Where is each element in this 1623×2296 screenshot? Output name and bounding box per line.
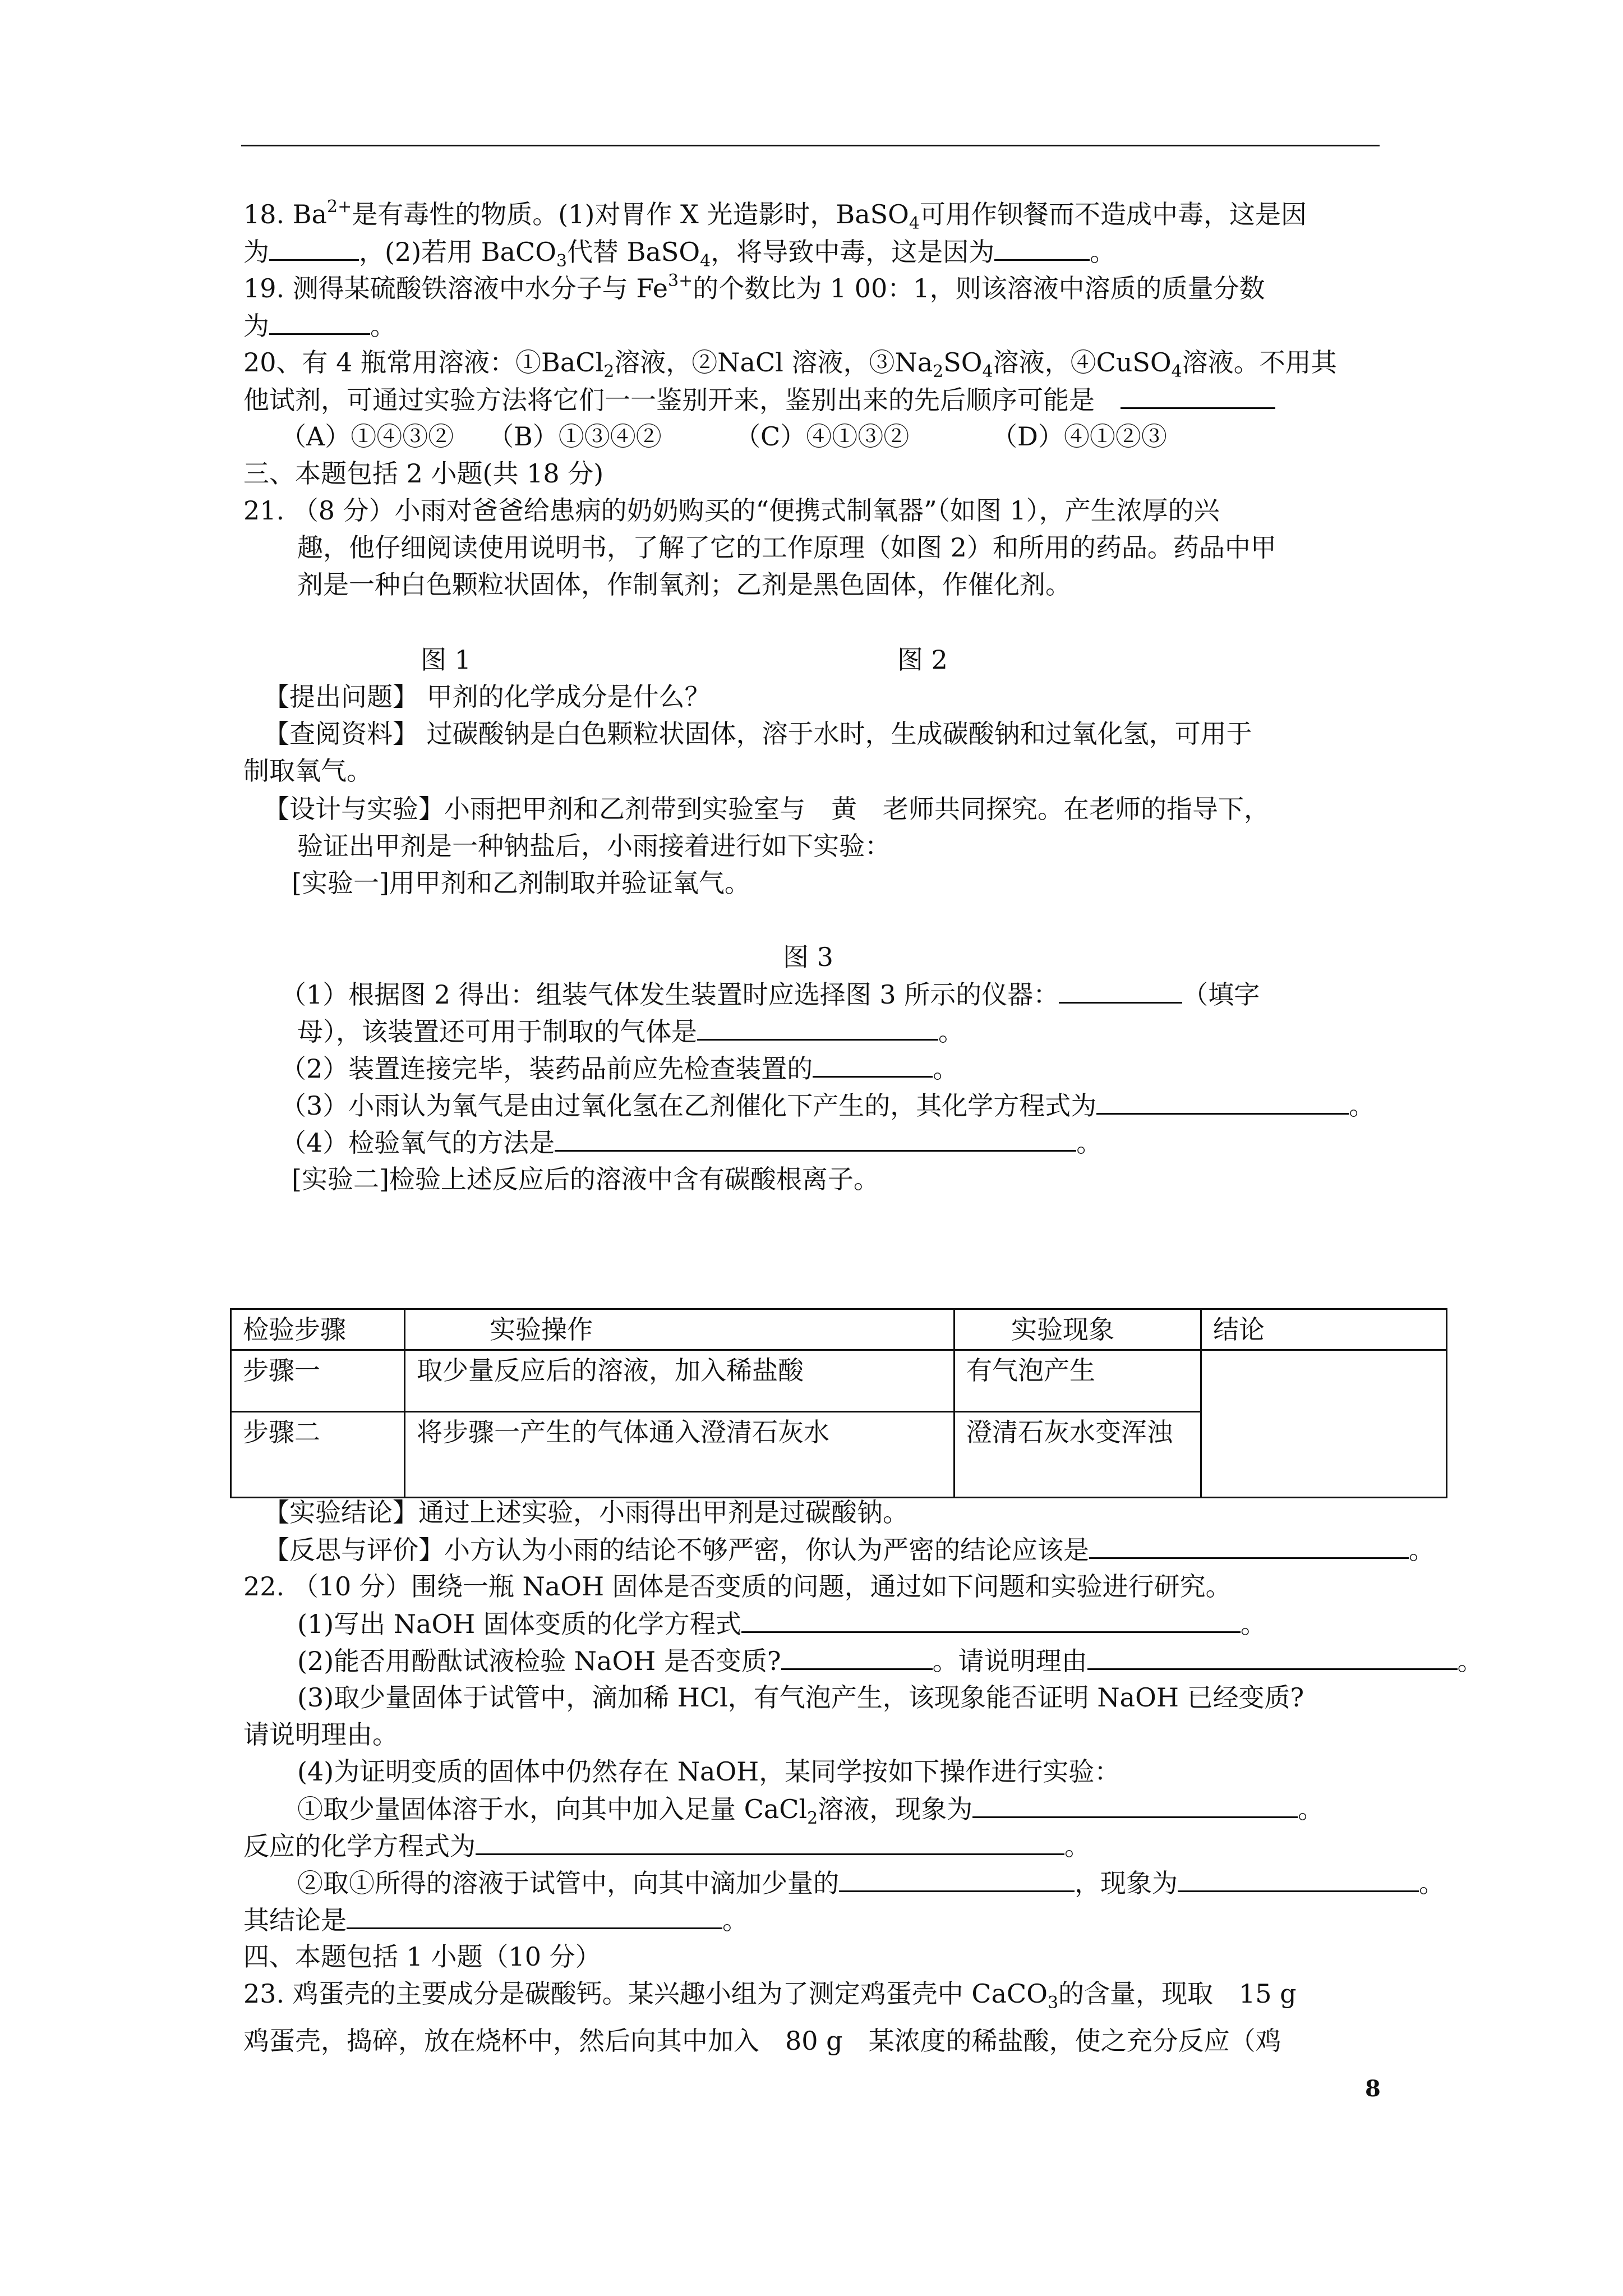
q19-line-1: 19. 测得某硫酸铁溶液中水分子与 $Fe^{3+}$的个数比为 1 00：1，则该溶液中溶质的质量分数 (243, 271, 1265, 303)
q20-option-a: （A）①④③② (280, 421, 454, 452)
q20-option-c: （C）④①③② (735, 421, 910, 452)
answer-blank[interactable] (972, 1792, 1298, 1818)
q21-part-4: （4）检验氧气的方法是 。 (280, 1125, 1102, 1159)
q22-part-3: (3)取少量固体于试管中，滴加稀 HCl，有气泡产生，该现象能否证明 NaOH 已经变质? (297, 1682, 1304, 1713)
q22-part-4: (4)为证明变质的固体中仍然存在 NaOH，某同学按如下操作进行实验： (297, 1756, 1121, 1787)
q21-part-3: （3）小雨认为氧气是由过氧化氢在乙剂催化下产生的，其化学方程式为 。 (280, 1088, 1375, 1122)
answer-blank[interactable] (476, 1829, 1064, 1855)
section-3-heading: 三、本题包括 2 小题(共 18 分) (243, 458, 604, 489)
q21-reference-2: 制取氧气。 (243, 756, 372, 786)
q21-design-2: 验证出甲剂是一种钠盐后，小雨接着进行如下实验： (297, 831, 891, 861)
table-row (231, 1350, 1447, 1412)
answer-blank[interactable] (1089, 1533, 1409, 1559)
table-cell: 步骤二 (231, 1412, 405, 1498)
answer-blank[interactable] (1178, 1866, 1419, 1892)
q22-part-2: (2)能否用酚酞试液检验 NaOH 是否变质? 。请说明理由 。 (297, 1644, 1483, 1678)
answer-blank[interactable] (269, 234, 359, 261)
q21-intro-1: 21. （8 分）小雨对爸爸给患病的奶奶购买的“便携式制氧器”（如图 1），产生浓厚的兴 (243, 495, 1220, 526)
answer-blank[interactable] (1121, 383, 1275, 409)
answer-blank[interactable] (555, 1125, 1076, 1152)
q18-line-1: 18. $Ba^{2+}$是有毒性的物质。(1)对胃作 X 光造影时，BaSO$_4$可用作钡餐而不造成中毒，这是因 (243, 197, 1307, 233)
answer-blank[interactable] (1096, 1088, 1349, 1115)
q21-experiment-2: [实验二]检验上述反应后的溶液中含有碳酸根离子。 (292, 1164, 879, 1194)
q21-reflection: 【反思与评价】小方认为小雨的结论不够严密，你认为严密的结论应该是 。 (264, 1533, 1435, 1567)
q18-line-2: 为 ，(2)若用 BaCO$_3$代替 BaSO$_4$，将导致中毒，这是因为 。 (243, 234, 1115, 269)
q22-part-6: ②取①所得的溶液于试管中，向其中滴加少量的 ，现象为 。 (297, 1866, 1445, 1900)
table-header-cell: 结论 (1201, 1309, 1447, 1350)
answer-blank[interactable] (741, 1607, 1241, 1633)
answer-blank[interactable] (1059, 977, 1182, 1004)
q20-option-d: （D）④①②③ (992, 421, 1167, 452)
figure-3-caption: 图 3 (783, 942, 833, 972)
q21-part-1-cont: 母），该装置还可用于制取的气体是 。 (297, 1014, 964, 1048)
q20-line-2: 他试剂，可通过实验方法将它们一一鉴别开来，鉴别出来的先后顺序可能是 (243, 383, 1275, 417)
answer-blank[interactable] (269, 309, 370, 335)
table-cell: 澄清石灰水变浑浊 (955, 1412, 1201, 1498)
q20-line-1: 20、有 4 瓶常用溶液：①BaCl$_2$溶液，②NaCl 溶液，$③Na_2SO_4$溶液，④CuSO$_4$溶液。不用其 (243, 347, 1337, 381)
q22-part-3-cont: 请说明理由。 (243, 1719, 398, 1750)
q22-part-1: (1)写出 NaOH 固体变质的化学方程式 。 (297, 1607, 1266, 1641)
q21-design-1: 【设计与实验】小雨把甲剂和乙剂带到实验室与 黄 老师共同探究。在老师的指导下， (264, 794, 1270, 824)
table-header-row (231, 1309, 1447, 1350)
answer-blank[interactable] (781, 1644, 933, 1670)
q21-conclusion: 【实验结论】通过上述实验，小雨得出甲剂是过碳酸钠。 (264, 1497, 909, 1527)
section-4-heading: 四、本题包括 1 小题（10 分） (243, 1941, 601, 1972)
answer-blank[interactable] (697, 1014, 938, 1041)
table-cell: 有气泡产生 (955, 1350, 1201, 1412)
page-number: 8 (1365, 2076, 1381, 2102)
q21-question: 【提出问题】 甲剂的化学成分是什么？ (264, 682, 711, 712)
q22-part-5-equation: 反应的化学方程式为 。 (243, 1829, 1090, 1863)
table-cell: 步骤一 (231, 1350, 405, 1412)
q21-part-2: （2）装置连接完毕，装药品前应先检查装置的 。 (280, 1051, 958, 1085)
q22-part-5: ①取少量固体溶于水，向其中加入足量 CaCl$_2$溶液，现象为 。 (297, 1792, 1324, 1826)
q21-part-1: （1）根据图 2 得出：组装气体发生装置时应选择图 3 所示的仪器： （填字 (280, 977, 1260, 1011)
conclusion-cell[interactable] (1201, 1350, 1447, 1498)
figure-1-caption: 图 1 (421, 645, 471, 675)
table-cell: 取少量反应后的溶液，加入稀盐酸 (405, 1350, 955, 1412)
q23-line-2: 鸡蛋壳，捣碎，放在烧杯中，然后向其中加入 80 g 某浓度的稀盐酸，使之充分反应（鸡 (243, 2026, 1281, 2056)
q22-part-6-conclusion: 其结论是 。 (243, 1903, 748, 1937)
answer-blank[interactable] (347, 1903, 722, 1929)
table-header-cell: 实验现象 (955, 1309, 1201, 1350)
header-rule (241, 145, 1380, 146)
q22-intro: 22. （10 分）围绕一瓶 NaOH 固体是否变质的问题，通过如下问题和实验进行研究。 (243, 1571, 1232, 1602)
experiment-table (230, 1308, 1447, 1498)
q23-line-1: 23. 鸡蛋壳的主要成分是碳酸钙。某兴趣小组为了测定鸡蛋壳中 CaCO$_3$的含量，现取 15 g (243, 1978, 1297, 2013)
q21-experiment-1: [实验一]用甲剂和乙剂制取并验证氧气。 (292, 868, 750, 898)
q21-reference-1: 【查阅资料】 过碳酸钠是白色颗粒状固体，溶于水时，生成碳酸钠和过氧化氢，可用于 (264, 719, 1252, 749)
answer-blank[interactable] (813, 1051, 933, 1078)
q19-line-2: 为 。 (243, 309, 396, 343)
table-header-cell: 实验操作 (405, 1309, 955, 1350)
q21-intro-2: 趣，他仔细阅读使用说明书，了解了它的工作原理（如图 2）和所用的药品。药品中甲 (297, 532, 1276, 563)
table-cell: 将步骤一产生的气体通入澄清石灰水 (405, 1412, 955, 1498)
q21-intro-3: 剂是一种白色颗粒状固体，作制氧剂；乙剂是黑色固体，作催化剂。 (297, 569, 1071, 600)
table-header-cell: 检验步骤 (231, 1309, 405, 1350)
answer-blank[interactable] (994, 234, 1090, 261)
q20-option-b: （B）①③④② (488, 421, 662, 452)
figure-2-caption: 图 2 (897, 645, 948, 675)
answer-blank[interactable] (839, 1866, 1075, 1892)
answer-blank[interactable] (1087, 1644, 1458, 1670)
